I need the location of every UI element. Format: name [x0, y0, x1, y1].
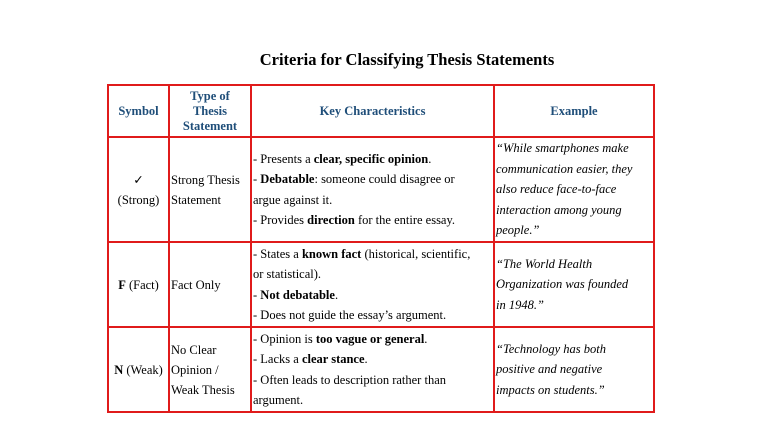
- type-line: Statement: [171, 192, 221, 207]
- example-line: impacts on students.”: [496, 382, 605, 397]
- example-line: communication easier, they: [496, 161, 633, 176]
- example-line: interaction among young: [496, 202, 622, 217]
- example-line: “Technology has both: [496, 341, 606, 356]
- header-type: [169, 85, 251, 137]
- characteristic-line: - Not debatable.: [253, 287, 339, 302]
- example-line: in 1948.”: [496, 297, 544, 312]
- table-row-strong: [108, 137, 654, 242]
- characteristic-line: - Often leads to description rather than: [253, 372, 446, 387]
- header-key-characteristics: Key Characteristics: [251, 85, 494, 137]
- header-type-line: Thesis: [192, 103, 228, 118]
- symbol-label: (Weak): [123, 362, 163, 377]
- table-row-fact: [108, 242, 654, 327]
- characteristic-line: - States a known fact (historical, scientific,: [253, 246, 471, 261]
- symbol-cell: [108, 242, 169, 327]
- type-cell: [169, 137, 251, 242]
- example-line: “While smartphones make: [496, 141, 629, 156]
- characteristic-line: argument.: [253, 393, 304, 407]
- characteristic-line: - Opinion is too vague or general.: [253, 331, 428, 346]
- symbol-mark: F: [118, 277, 126, 292]
- page-title: Criteria for Classifying Thesis Statements: [259, 50, 555, 69]
- criteria-table: [107, 84, 655, 413]
- key-characteristics-cell: [251, 242, 494, 327]
- type-line: No Clear: [171, 342, 217, 357]
- example-line: also reduce face-to-face: [496, 182, 617, 197]
- example-cell: [494, 242, 654, 327]
- example-line: Organization was founded: [496, 277, 629, 292]
- header-type-line: Statement: [182, 118, 238, 133]
- characteristic-line: - Lacks a clear stance.: [253, 352, 368, 366]
- header-symbol: Symbol: [108, 85, 169, 137]
- symbol-cell: [108, 327, 169, 412]
- key-characteristics-cell: [251, 327, 494, 412]
- header-row: [108, 85, 654, 137]
- type-line: Strong Thesis: [171, 172, 240, 187]
- check-mark-icon: ✓: [133, 172, 144, 187]
- symbol-cell: [108, 137, 169, 242]
- header-type-line: Type of: [190, 88, 230, 103]
- example-cell: [494, 137, 654, 242]
- type-cell: [169, 242, 251, 327]
- characteristic-line: or statistical).: [253, 267, 322, 281]
- example-cell: [494, 327, 654, 412]
- type-line: Opinion /: [171, 362, 219, 377]
- table-row-weak: [108, 327, 654, 412]
- example-line: “The World Health: [496, 256, 593, 271]
- type-line: Fact Only: [171, 277, 221, 292]
- symbol-label: (Fact): [125, 277, 159, 292]
- example-line: positive and negative: [496, 362, 603, 377]
- characteristic-line: - Debatable: someone could disagree or: [253, 172, 455, 186]
- characteristic-line: - Does not guide the essay’s argument.: [253, 308, 447, 322]
- type-cell: [169, 327, 251, 412]
- header-example: Example: [494, 85, 654, 137]
- symbol-mark: N: [114, 362, 124, 377]
- characteristic-line: - Presents a clear, specific opinion.: [253, 151, 432, 166]
- characteristic-line: - Provides direction for the entire essay.: [253, 213, 456, 227]
- example-line: people.”: [496, 223, 540, 238]
- type-line: Weak Thesis: [171, 382, 235, 397]
- key-characteristics-cell: [251, 137, 494, 242]
- symbol-label: (Strong): [117, 192, 160, 207]
- characteristic-line: argue against it.: [253, 192, 333, 207]
